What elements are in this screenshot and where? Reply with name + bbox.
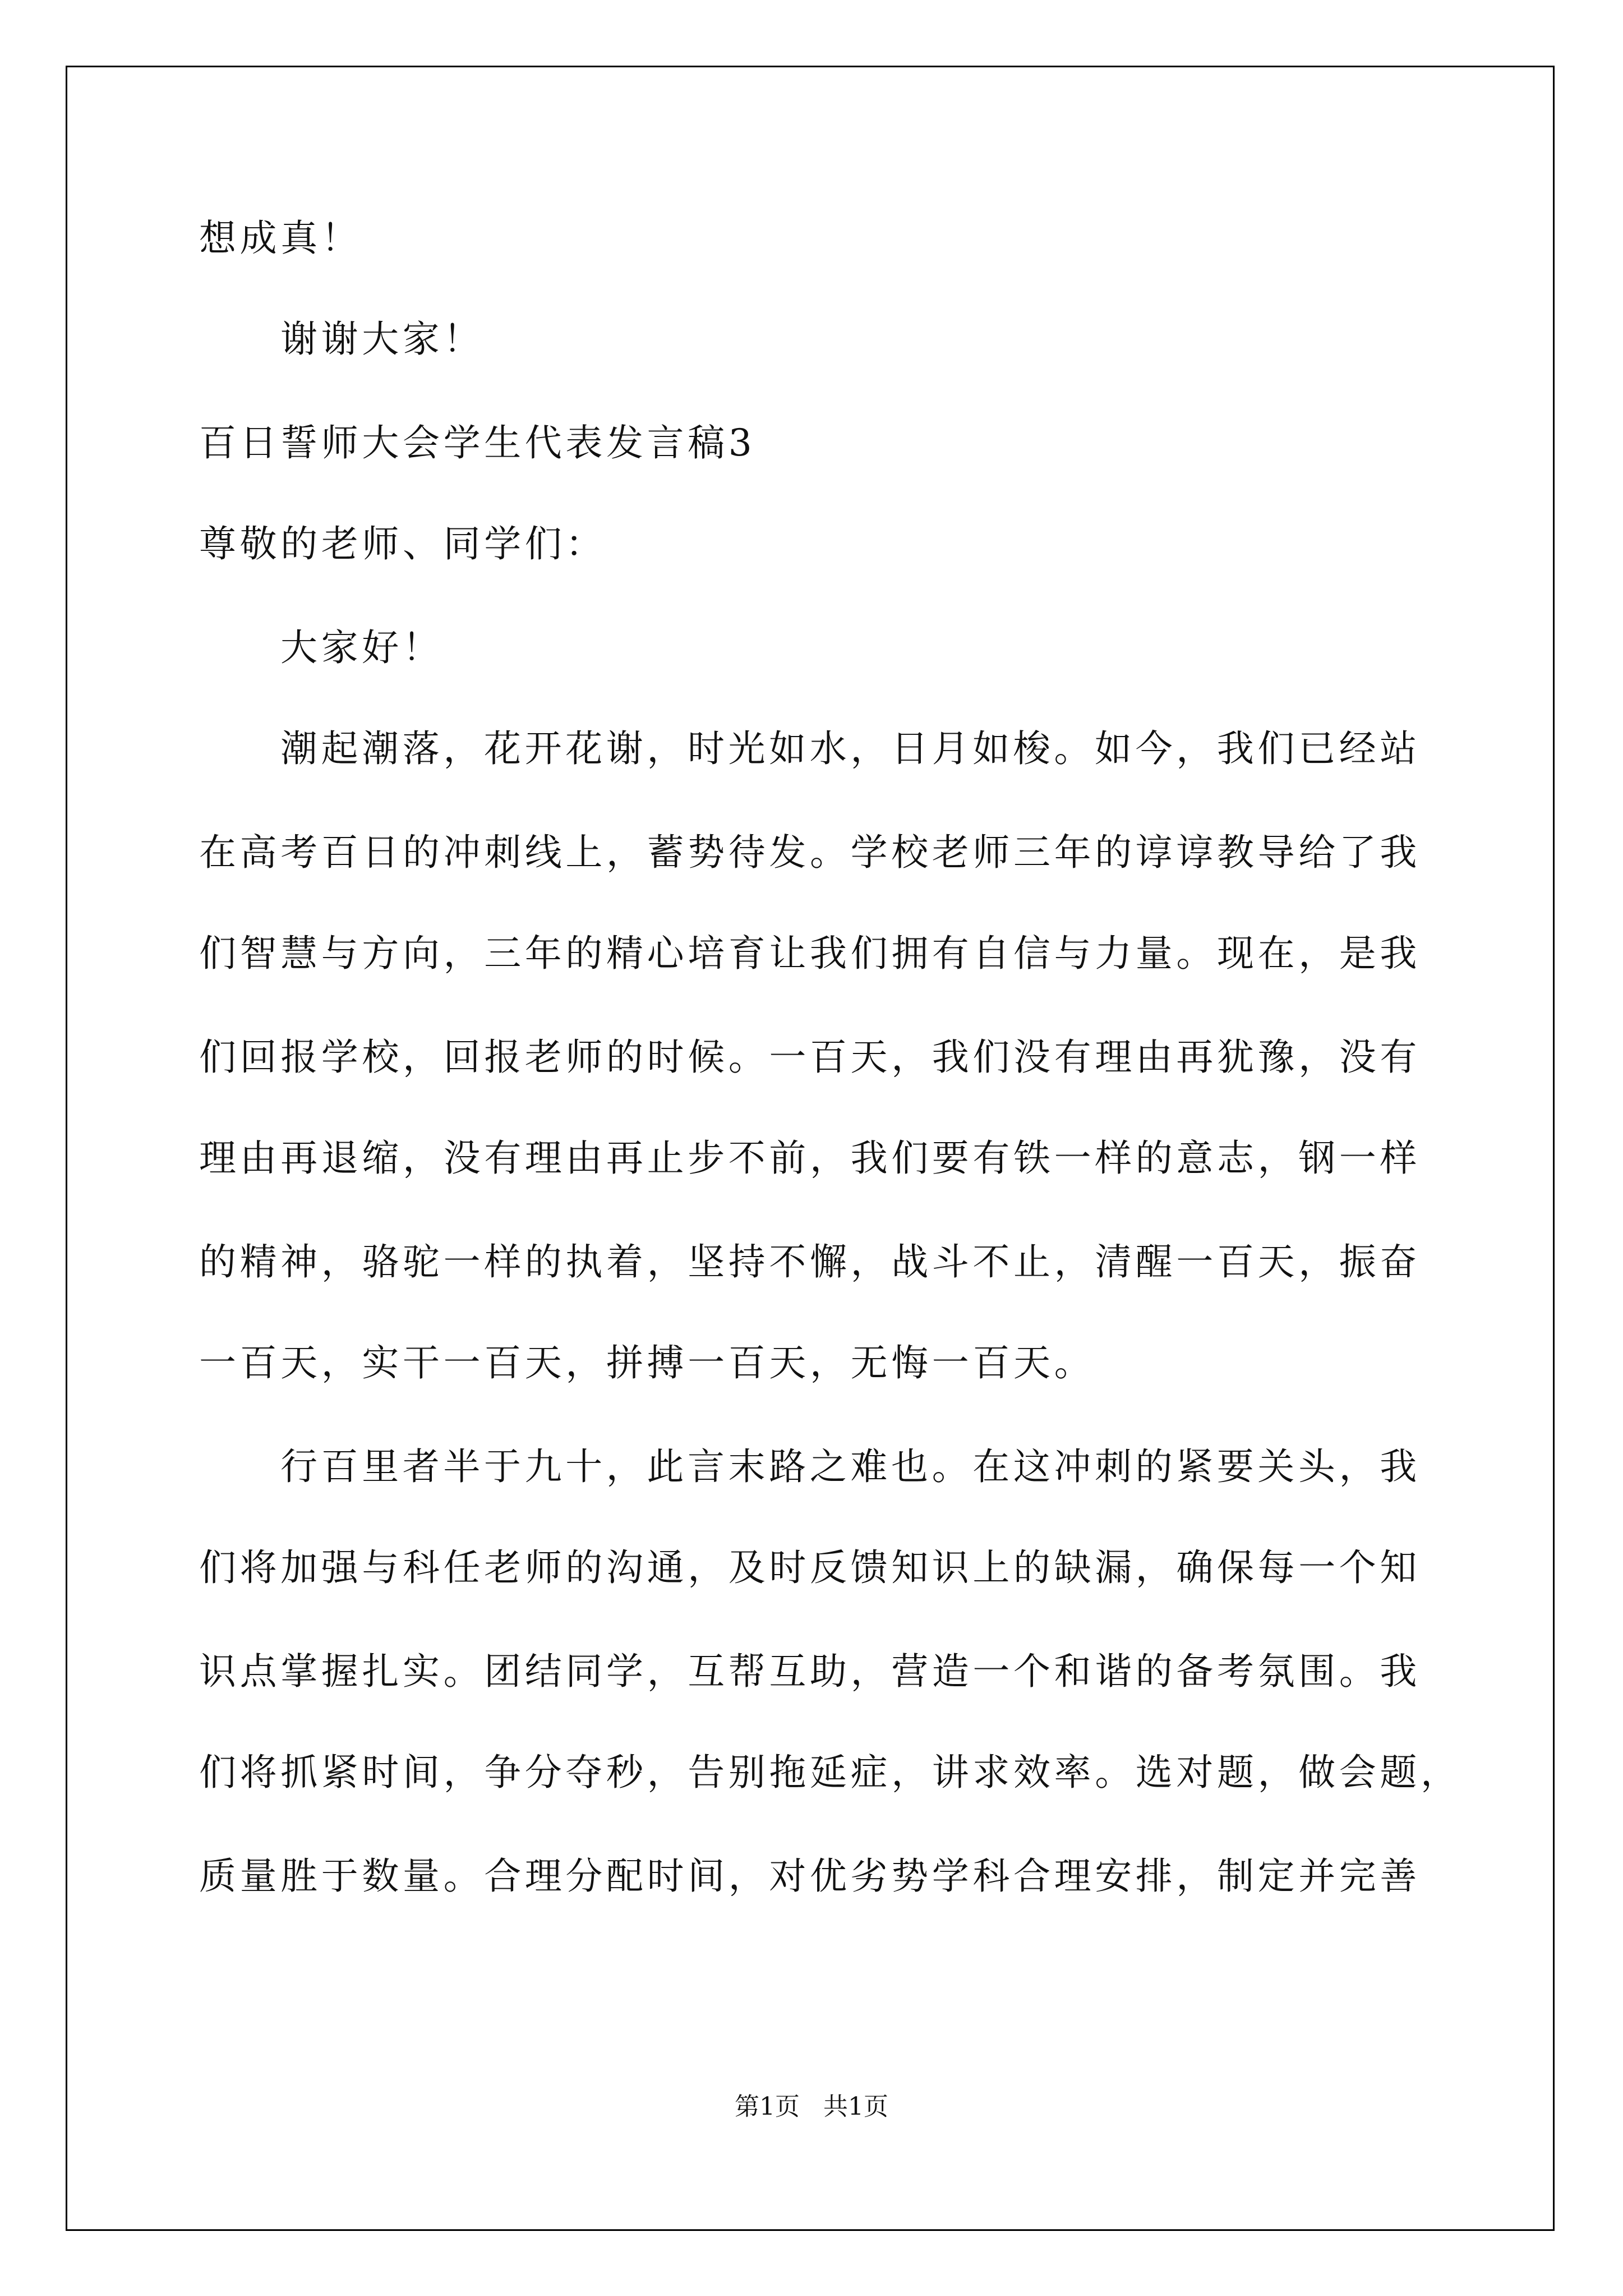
text-line: 们将加强与科任老师的沟通，及时反馈知识上的缺漏，确保每一个知 xyxy=(199,1546,1421,1589)
page-footer xyxy=(0,2091,1623,2123)
text-line: 潮起潮落，花开花谢，时光如水，日月如梭。如今，我们已经站 xyxy=(280,727,1421,770)
page-number: 第1页 xyxy=(735,2092,800,2121)
text-line: 理由再退缩，没有理由再止步不前，我们要有铁一样的意志，钢一样 xyxy=(199,1137,1421,1180)
text-line: 想成真！ xyxy=(199,217,362,260)
greeting: 大家好！ xyxy=(280,626,444,669)
text-line: 们回报学校，回报老师的时候。一百天，我们没有理由再犹豫，没有 xyxy=(199,1036,1421,1079)
page-total: 共1页 xyxy=(823,2092,888,2121)
text-line: 一百天，实干一百天，拼搏一百天，无悔一百天。 xyxy=(199,1341,1095,1384)
text-line: 行百里者半于九十，此言末路之难也。在这冲刺的紧要关头，我 xyxy=(280,1445,1421,1488)
text-line: 质量胜于数量。合理分配时间，对优劣势学科合理安排，制定并完善 xyxy=(199,1855,1421,1898)
text-line: 们将抓紧时间，争分夺秒，告别拖延症，讲求效率。选对题，做会题， xyxy=(199,1751,1461,1794)
text-line: 在高考百日的冲刺线上，蓄势待发。学校老师三年的谆谆教导给了我 xyxy=(199,831,1421,874)
salutation: 尊敬的老师、同学们： xyxy=(199,522,606,565)
text-line: 识点掌握扎实。团结同学，互帮互助，营造一个和谐的备考氛围。我 xyxy=(199,1650,1421,1693)
text-line: 的精神，骆驼一样的执着，坚持不懈，战斗不止，清醒一百天，振奋 xyxy=(199,1240,1421,1283)
text-line: 们智慧与方向，三年的精心培育让我们拥有自信与力量。现在，是我 xyxy=(199,932,1421,975)
text-line: 谢谢大家！ xyxy=(280,318,484,361)
section-title: 百日誓师大会学生代表发言稿3 xyxy=(199,421,756,464)
